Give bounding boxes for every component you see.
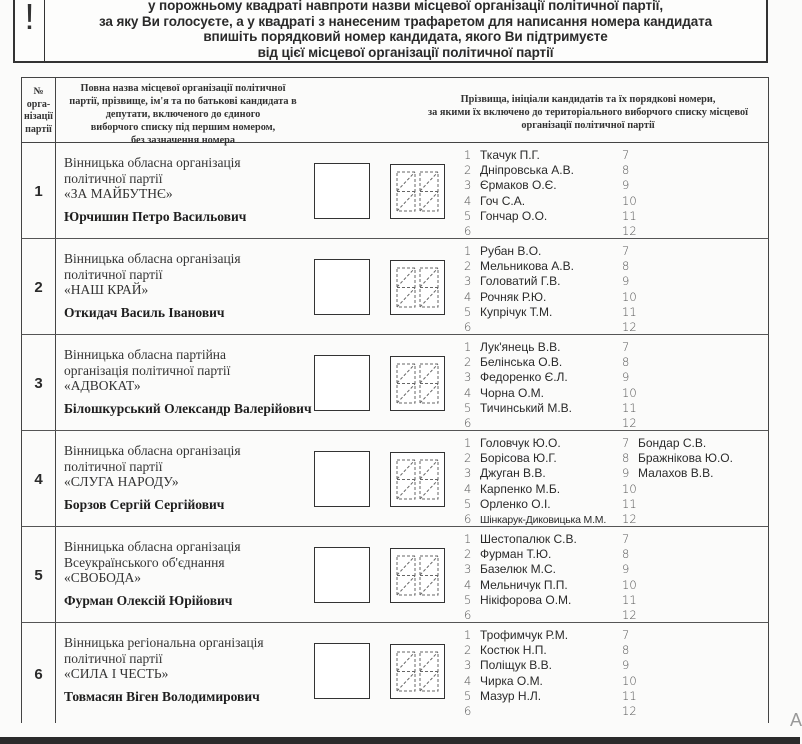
party-number: 6: [22, 623, 56, 723]
party-name-line: Вінницька обласна партійна: [64, 347, 227, 362]
candidate-item: [622, 546, 638, 562]
candidate-index: 6: [464, 224, 472, 238]
party-row: [21, 431, 769, 527]
candidate-index: 11: [622, 592, 637, 607]
candidate-number-field[interactable]: [390, 164, 445, 219]
party-vote-checkbox[interactable]: [314, 163, 370, 219]
candidate-item: [464, 511, 606, 527]
candidate-name: Гончар О.О.: [480, 208, 548, 223]
candidate-index: 2: [464, 259, 472, 274]
candidate-item: [464, 415, 480, 431]
candidate-name: Дніпровська А.В.: [480, 163, 574, 178]
party-number: 3: [22, 335, 56, 430]
candidate-index: 11: [622, 400, 637, 415]
candidate-name: Єрмаков О.Є.: [480, 178, 557, 193]
candidate-item: [622, 415, 638, 431]
candidate-item: [622, 147, 638, 163]
candidate-index: 10: [622, 673, 637, 688]
edge-mark: А: [790, 710, 802, 730]
party-info: [56, 527, 312, 622]
candidate-item: [464, 177, 557, 193]
header-text: Прізвища, ініціали кандидатів та їх порядкові номери,: [460, 94, 716, 105]
party-row: [21, 623, 769, 723]
candidate-index: 11: [622, 304, 637, 319]
header-text: організації політичної партії: [521, 120, 655, 131]
candidate-number-field[interactable]: [390, 452, 445, 507]
party-info: [56, 335, 312, 430]
candidate-item: [622, 607, 638, 623]
header-text: нізації: [24, 111, 53, 122]
party-name-line: Вінницька регіональна організація: [64, 635, 264, 650]
candidate-name: Лук'янець В.В.: [480, 340, 561, 354]
candidate-index: 5: [464, 304, 472, 319]
candidate-name: Борісова Ю.Г.: [480, 451, 557, 466]
candidate-list: [452, 239, 768, 334]
candidate-index: 1: [464, 340, 472, 354]
candidate-index: 7: [622, 244, 630, 258]
candidate-index: 3: [464, 178, 472, 193]
candidate-item: [622, 496, 638, 512]
candidate-index: 12: [622, 704, 637, 718]
candidate-item: [464, 703, 480, 719]
candidate-name: Бражнікова Ю.О.: [638, 451, 733, 466]
candidate-name: Мельничук П.П.: [480, 577, 568, 592]
party-info: [56, 431, 312, 526]
party-name-line: «ЗА МАЙБУТНЄ»: [64, 186, 173, 201]
party-leader: Товмасян Віген Володимирович: [64, 688, 260, 704]
candidate-item: [464, 657, 552, 673]
header-candidates: [420, 78, 768, 142]
candidate-name: Купрічук Т.М.: [480, 304, 553, 319]
candidate-index: 6: [464, 608, 472, 622]
candidate-item: [464, 592, 571, 608]
candidate-name: Бондар С.В.: [638, 436, 707, 450]
vote-boxes: [312, 623, 452, 723]
exclamation-icon: !: [15, 0, 45, 61]
party-leader: Юрчишин Петро Васильович: [64, 208, 247, 224]
candidate-index: 1: [464, 628, 472, 642]
candidate-name: Тичинський М.В.: [480, 400, 572, 415]
candidate-index: 8: [622, 163, 630, 178]
candidate-index: 3: [464, 562, 472, 577]
candidate-item: [622, 561, 638, 577]
header-text: за якими їх включено до територіального виборчого списку місцевої: [428, 107, 748, 118]
candidate-item: [622, 481, 638, 497]
candidate-index: 11: [622, 496, 637, 511]
candidate-item: [622, 289, 638, 305]
page-edge: [0, 737, 800, 744]
candidate-index: 10: [622, 385, 637, 400]
candidate-item: [464, 193, 525, 209]
party-name-line: Вінницька обласна організація: [64, 443, 241, 458]
candidate-item: [464, 258, 574, 274]
candidate-name: Трофимчук Р.М.: [480, 628, 569, 642]
vote-boxes: [312, 431, 452, 526]
candidate-item: [464, 147, 540, 163]
candidate-name: Орленко О.І.: [480, 496, 551, 511]
candidate-index: 10: [622, 289, 637, 304]
candidate-index: 5: [464, 400, 472, 415]
header-text: Повна назва місцевої організації політичної: [80, 83, 286, 94]
candidate-name: Головатий Г.В.: [480, 274, 561, 289]
candidate-item: [464, 577, 568, 593]
party-vote-checkbox[interactable]: [314, 259, 370, 315]
candidate-item: [464, 354, 562, 370]
party-name-line: «НАШ КРАЙ»: [64, 282, 149, 297]
candidate-item: [622, 304, 638, 320]
candidate-index: 5: [464, 688, 472, 703]
candidate-index: 9: [622, 178, 630, 193]
header-party-number: [22, 78, 56, 142]
party-number: 4: [22, 431, 56, 526]
candidate-name: Гоч С.А.: [480, 193, 526, 208]
candidate-index: 7: [622, 340, 630, 354]
candidate-item: [622, 177, 638, 193]
candidate-name: Костюк Н.П.: [480, 643, 547, 658]
candidate-item: [622, 208, 638, 224]
party-number: 2: [22, 239, 56, 334]
party-info: [56, 623, 312, 723]
candidate-item: [622, 531, 638, 547]
party-vote-checkbox[interactable]: [314, 643, 370, 699]
candidate-index: 8: [622, 547, 630, 562]
candidate-name: Ткачук П.Г.: [480, 148, 540, 162]
candidate-item: [464, 673, 543, 689]
candidate-name: Нікіфорова О.М.: [480, 592, 572, 607]
candidate-index: 12: [622, 224, 637, 238]
candidate-index: 9: [622, 466, 630, 481]
candidate-item: [622, 435, 706, 451]
candidate-item: [464, 496, 551, 512]
candidate-index: 4: [464, 577, 472, 592]
candidate-name: Шестопалюк С.В.: [480, 532, 577, 546]
party-name-line: політичної партії: [64, 266, 163, 282]
candidate-item: [622, 223, 638, 239]
party-vote-checkbox[interactable]: [314, 451, 370, 507]
candidate-name: Головчук Ю.О.: [480, 436, 561, 450]
candidate-name: Белінська О.В.: [480, 355, 563, 370]
candidate-item: [464, 162, 574, 178]
header-spacer: [310, 78, 420, 142]
candidate-index: 10: [622, 577, 637, 592]
candidate-item: [464, 273, 561, 289]
candidate-list: [452, 143, 768, 238]
candidate-index: 2: [464, 451, 472, 466]
digit-stencil-icon: [396, 459, 440, 501]
candidate-item: [464, 304, 552, 320]
header-text: №: [33, 86, 44, 97]
candidate-index: 2: [464, 547, 472, 562]
instruction-notice: [13, 0, 768, 63]
candidate-index: 1: [464, 436, 472, 450]
candidate-item: [464, 243, 541, 259]
party-rows: [21, 143, 769, 723]
candidate-index: 6: [464, 320, 472, 334]
candidate-item: [622, 703, 638, 719]
party-name-line: «СИЛА І ЧЕСТЬ»: [64, 666, 169, 681]
header-text: партії: [25, 123, 52, 135]
party-name-line: політичної партії: [64, 170, 163, 186]
candidate-index: 3: [464, 274, 472, 289]
party-name-line: організація політичної партії: [64, 362, 231, 378]
candidate-item: [622, 339, 638, 355]
party-info: [56, 143, 312, 238]
candidate-index: 12: [622, 608, 637, 622]
candidate-item: [464, 289, 546, 305]
candidate-item: [464, 208, 547, 224]
candidate-item: [622, 511, 638, 527]
instruction-text: [45, 0, 766, 61]
party-name-line: політичної партії: [64, 650, 163, 666]
digit-stencil-icon: [396, 171, 440, 213]
candidate-index: 12: [622, 320, 637, 334]
candidate-name: Чорна О.М.: [480, 385, 544, 400]
party-number: 1: [22, 143, 56, 238]
header-text: партії, прізвище, ім'я та по батькові кандидата в: [69, 96, 297, 107]
vote-boxes: [312, 239, 452, 334]
candidate-item: [622, 400, 638, 416]
candidate-index: 5: [464, 592, 472, 607]
candidate-number-field[interactable]: [390, 356, 445, 411]
party-row: [21, 239, 769, 335]
candidate-item: [622, 385, 638, 401]
candidate-item: [622, 450, 733, 466]
party-name-line: Вінницька обласна організація: [64, 155, 241, 170]
candidate-item: [464, 531, 577, 547]
candidate-index: 10: [622, 481, 637, 496]
candidate-item: [622, 688, 638, 704]
candidate-index: 11: [622, 688, 637, 703]
header-party-name: [56, 78, 310, 146]
candidate-item: [464, 223, 480, 239]
ballot-table: [21, 77, 769, 723]
party-name-line: «СВОБОДА»: [64, 570, 141, 585]
candidate-item: [464, 561, 556, 577]
candidate-index: 6: [464, 512, 472, 526]
digit-stencil-icon: [396, 363, 440, 405]
candidate-index: 4: [464, 481, 472, 496]
party-leader: Борзов Сергій Сергійович: [64, 496, 225, 512]
candidate-item: [622, 258, 638, 274]
digit-stencil-icon: [396, 651, 440, 693]
candidate-list: [452, 431, 768, 526]
candidate-item: [464, 546, 551, 562]
party-leader: Фурман Олексій Юрійович: [64, 592, 233, 608]
candidate-list: [452, 623, 768, 723]
candidate-item: [622, 673, 638, 689]
candidate-index: 9: [622, 658, 630, 673]
candidate-name: Джуган В.В.: [480, 466, 546, 481]
candidate-item: [464, 369, 568, 385]
candidate-item: [622, 243, 638, 259]
candidate-name: Федоренко Є.Л.: [480, 370, 568, 385]
candidate-index: 5: [464, 496, 472, 511]
candidate-item: [464, 688, 541, 704]
candidate-item: [464, 450, 557, 466]
candidate-index: 12: [622, 512, 637, 526]
candidate-name: Базелюк М.С.: [480, 562, 556, 577]
candidate-name: Рубан В.О.: [480, 244, 542, 258]
candidate-list: [452, 527, 768, 622]
candidate-index: 6: [464, 416, 472, 430]
candidate-name: Мельникова А.В.: [480, 259, 574, 274]
candidate-index: 2: [464, 643, 472, 658]
candidate-index: 10: [622, 193, 637, 208]
instruction-line: впишіть порядковий номер кандидата, якого Ви підтримуєте: [203, 29, 608, 44]
candidate-index: 1: [464, 532, 472, 546]
candidate-name: Мазур Н.Л.: [480, 688, 542, 703]
candidate-item: [464, 607, 480, 623]
candidate-index: 1: [464, 148, 472, 162]
candidate-item: [464, 339, 560, 355]
candidate-item: [464, 400, 572, 416]
candidate-index: 4: [464, 193, 472, 208]
header-text: орга-: [26, 98, 51, 110]
candidate-index: 5: [464, 208, 472, 223]
candidate-number-field[interactable]: [390, 548, 445, 603]
party-number: 5: [22, 527, 56, 622]
candidate-list: [452, 335, 768, 430]
party-name-line: «АДВОКАТ»: [64, 378, 141, 393]
candidate-item: [622, 273, 638, 289]
candidate-item: [464, 435, 561, 451]
party-info: [56, 239, 312, 334]
candidate-name: Фурман Т.Ю.: [480, 547, 552, 562]
candidate-item: [622, 642, 638, 658]
candidate-item: [622, 193, 638, 209]
party-vote-checkbox[interactable]: [314, 355, 370, 411]
candidate-index: 9: [622, 274, 630, 289]
candidate-index: 4: [464, 289, 472, 304]
party-leader: Білошкурський Олександр Валерійович: [64, 400, 312, 416]
candidate-item: [464, 642, 547, 658]
candidate-index: 3: [464, 370, 472, 385]
instruction-line: за яку Ви голосуєте, а у квадраті з нанесеним трафаретом для написання номера кандидата: [98, 13, 713, 29]
candidate-index: 7: [622, 436, 630, 450]
candidate-index: 11: [622, 208, 637, 223]
candidate-index: 7: [622, 148, 630, 162]
party-name-line: Вінницька обласна організація: [64, 539, 241, 554]
candidate-index: 4: [464, 385, 472, 400]
candidate-item: [622, 369, 638, 385]
candidate-name: Чирка О.М.: [480, 673, 543, 688]
vote-boxes: [312, 335, 452, 430]
candidate-item: [622, 319, 638, 335]
party-name-line: Вінницька обласна організація: [64, 251, 241, 266]
candidate-item: [464, 481, 560, 497]
candidate-index: 9: [622, 562, 630, 577]
ballot-header: [21, 77, 769, 146]
candidate-index: 8: [622, 355, 630, 370]
candidate-index: 2: [464, 163, 472, 178]
candidate-index: 1: [464, 244, 472, 258]
candidate-item: [622, 465, 713, 481]
candidate-name: Рочняк Р.Ю.: [480, 289, 547, 304]
candidate-name: Карпенко М.Б.: [480, 481, 561, 496]
candidate-index: 6: [464, 704, 472, 718]
candidate-number-field[interactable]: [390, 644, 445, 699]
candidate-index: 2: [464, 355, 472, 370]
instruction-line: від цієї місцевої організації політичної партії: [257, 44, 554, 60]
digit-stencil-icon: [396, 555, 440, 597]
party-row: [21, 143, 769, 239]
candidate-item: [622, 577, 638, 593]
candidate-item: [622, 657, 638, 673]
candidate-name: Малахов В.В.: [638, 466, 714, 481]
party-vote-checkbox[interactable]: [314, 547, 370, 603]
party-name-line: Всеукраїнського об'єднання: [64, 554, 225, 570]
candidate-index: 4: [464, 673, 472, 688]
candidate-index: 3: [464, 466, 472, 481]
candidate-index: 8: [622, 643, 630, 658]
candidate-item: [622, 162, 638, 178]
candidate-index: 7: [622, 628, 630, 642]
candidate-item: [622, 627, 638, 643]
candidate-item: [622, 354, 638, 370]
header-text: без зазначення номера: [130, 135, 236, 146]
candidate-index: 3: [464, 658, 472, 673]
party-name-line: «СЛУГА НАРОДУ»: [64, 474, 179, 489]
candidate-item: [464, 465, 546, 481]
candidate-index: 8: [622, 259, 630, 274]
candidate-item: [464, 627, 568, 643]
candidate-index: 8: [622, 451, 630, 466]
party-row: [21, 527, 769, 623]
party-leader: Откидач Василь Іванович: [64, 304, 225, 320]
vote-boxes: [312, 143, 452, 238]
candidate-index: 7: [622, 532, 630, 546]
party-row: [21, 335, 769, 431]
candidate-name: Поліщук В.В.: [480, 658, 552, 673]
instruction-line: у порожньому квадраті навпроти назви місцевої організації політичної партії,: [147, 0, 664, 13]
candidate-item: [622, 592, 638, 608]
candidate-item: [464, 319, 480, 335]
candidate-index: 12: [622, 416, 637, 430]
candidate-number-field[interactable]: [390, 260, 445, 315]
candidate-name: Шінкарук-Диковицька М.М.: [480, 514, 607, 526]
header-text: виборчого списку під першим номером,: [90, 122, 276, 133]
digit-stencil-icon: [396, 267, 440, 309]
party-name-line: політичної партії: [64, 458, 163, 474]
candidate-item: [464, 385, 544, 401]
header-text: депутати, включеного до єдиного: [105, 109, 261, 120]
candidate-index: 9: [622, 370, 630, 385]
vote-boxes: [312, 527, 452, 622]
